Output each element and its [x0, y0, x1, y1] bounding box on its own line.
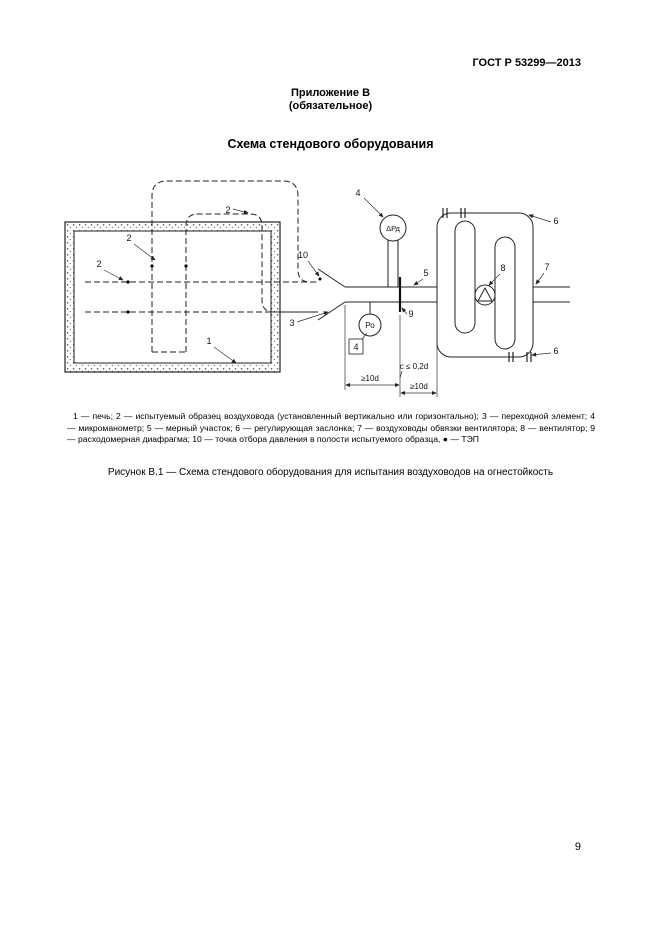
dim-right-label: ≥10d: [410, 382, 428, 391]
measuring-section: [345, 287, 437, 302]
callout-6-bottom: 6: [553, 346, 559, 356]
dim-thickness-label: с ≤ 0,2d: [399, 362, 429, 371]
callout-6-top: 6: [553, 216, 559, 226]
callout-2-horizontal: 2: [96, 259, 102, 269]
stand-equipment-diagram: [0, 163, 661, 408]
pressure-gauge: [349, 302, 381, 354]
fan-assembly: [437, 208, 570, 362]
callout-3: 3: [289, 318, 295, 328]
callout-2-vertical: 2: [126, 233, 132, 243]
diagram-title: Схема стендового оборудования: [227, 137, 434, 151]
appendix-heading: [0, 87, 661, 113]
tep-dot: [126, 310, 129, 313]
furnace: [65, 222, 280, 372]
transition-cone: [318, 269, 345, 320]
diagram-area: [0, 163, 661, 408]
callout-4b: 4: [353, 342, 359, 352]
page-number: 9: [574, 841, 581, 853]
callout-7: 7: [544, 262, 550, 272]
pressure-gauge-label: Ро: [365, 321, 375, 330]
micromanometer: [380, 215, 406, 287]
callout-2-route: 2: [225, 205, 231, 215]
appendix-title: Приложение В: [290, 87, 371, 99]
callout-5: 5: [423, 268, 429, 278]
fan: [475, 285, 495, 305]
callout-4: 4: [355, 188, 361, 198]
appendix-type: (обязательное): [288, 100, 373, 112]
callout-9: 9: [408, 309, 414, 319]
tep-dot: [126, 280, 129, 283]
micromanometer-label: ΔРд: [386, 224, 400, 233]
callout-8: 8: [500, 263, 506, 273]
standard-number-header: ГОСТ Р 53299—2013: [472, 57, 581, 69]
duct-loop-right: [495, 237, 515, 349]
figure-caption: Рисунок В.1 — Схема стендового оборудования для испытания воздуховодов на огнестойкость: [107, 467, 554, 478]
tep-dot: [184, 264, 187, 267]
duct-loop-left: [455, 221, 475, 333]
tep-dot: [150, 264, 153, 267]
callout-10: 10: [297, 250, 309, 260]
callout-1: 1: [206, 336, 212, 346]
dim-left-label: ≥10d: [361, 374, 379, 383]
figure-legend: 1 — печь; 2 — испытуемый образец воздуховода (установленный вертикально или горизонтально); 3 — переходной элемент; 4 — микроманометр; 5 — мерный участок; 6 — регулирующая заслонка; 7 — воздуховоды обвязки вентилятора; 8 — вентилятор; 9 — расходомерная диафрагма; 10 — точка отбора давления в полости испытуемого образца, ● — ТЭП: [67, 411, 595, 444]
